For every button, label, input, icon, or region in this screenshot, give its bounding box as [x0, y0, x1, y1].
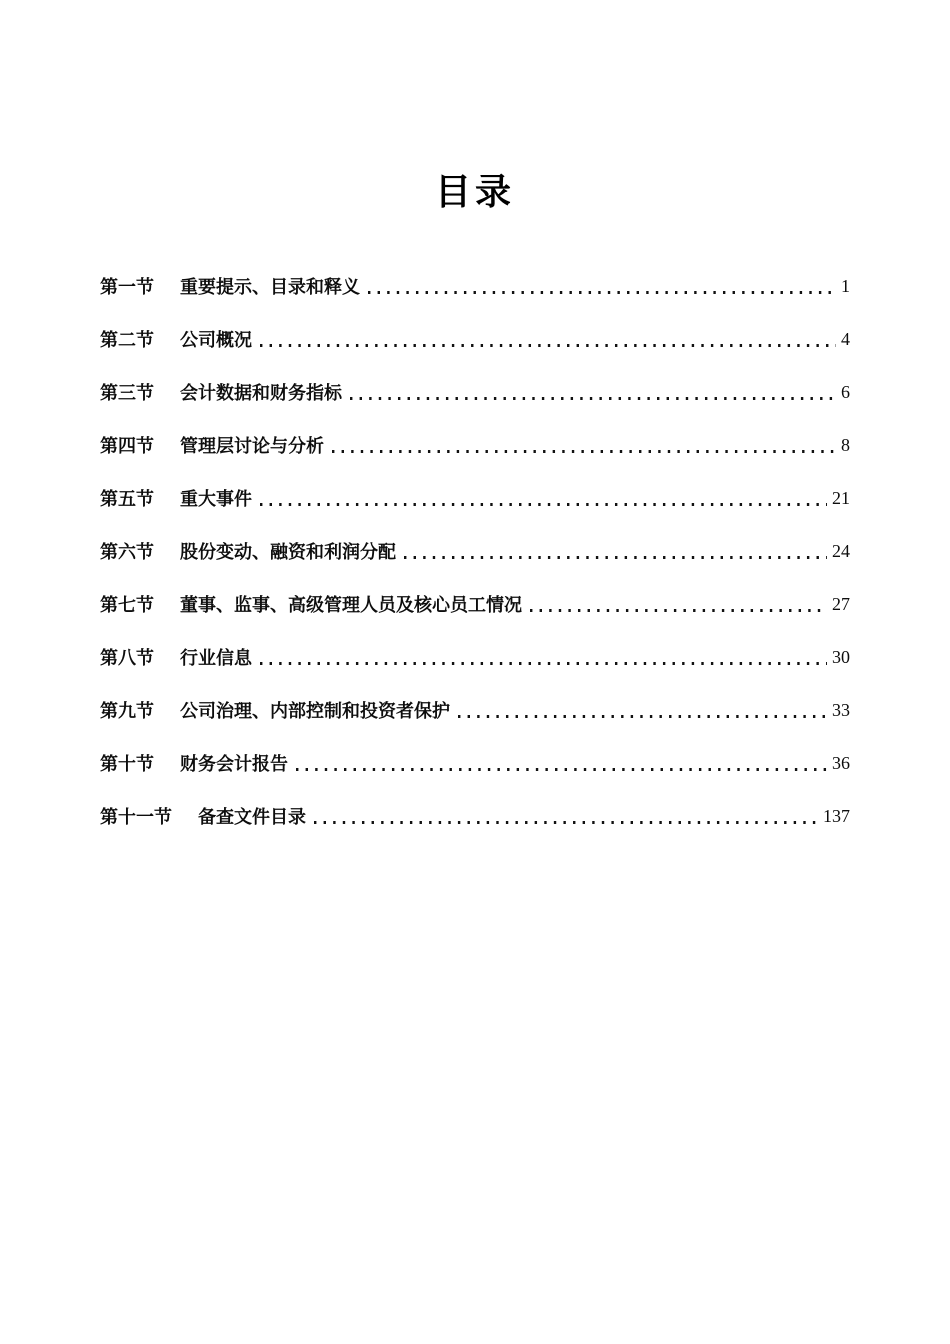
toc-page-number: 6	[841, 381, 850, 402]
toc-section-title: 管理层讨论与分析	[180, 436, 324, 457]
toc-page-number: 36	[832, 752, 850, 773]
toc-entry	[100, 366, 850, 419]
toc-section-number: 第十节	[100, 754, 154, 775]
toc-section-title: 会计数据和财务指标	[180, 383, 342, 404]
toc-entry	[100, 260, 850, 313]
toc-section-number: 第四节	[100, 436, 154, 457]
toc-entry	[100, 525, 850, 578]
toc-section-number: 第三节	[100, 383, 154, 404]
toc-entry	[100, 313, 850, 366]
dot-leader	[530, 609, 827, 612]
toc-section-number: 第一节	[100, 277, 154, 298]
dot-leader	[350, 397, 836, 400]
toc-list	[100, 260, 850, 843]
toc-entry	[100, 472, 850, 525]
toc-section-title: 重要提示、目录和释义	[180, 277, 360, 298]
toc-page-number: 137	[823, 805, 850, 826]
toc-section-title: 财务会计报告	[180, 754, 288, 775]
toc-section-number: 第七节	[100, 595, 154, 616]
toc-section-title: 公司治理、内部控制和投资者保护	[180, 701, 450, 722]
dot-leader	[260, 503, 827, 506]
toc-entry	[100, 631, 850, 684]
toc-section-title: 重大事件	[180, 489, 252, 510]
toc-page-number: 30	[832, 646, 850, 667]
toc-page-number: 21	[832, 487, 850, 508]
dot-leader	[332, 450, 836, 453]
dot-leader	[458, 715, 827, 718]
toc-section-title: 董事、监事、高级管理人员及核心员工情况	[180, 595, 522, 616]
toc-section-number: 第九节	[100, 701, 154, 722]
toc-entry	[100, 419, 850, 472]
toc-page-number: 24	[832, 540, 850, 561]
page-title: 目录	[434, 171, 515, 212]
toc-entry	[100, 737, 850, 790]
dot-leader	[296, 768, 827, 771]
dot-leader	[368, 291, 836, 294]
dot-leader	[260, 662, 827, 665]
toc-section-number: 第十一节	[100, 807, 172, 828]
toc-section-title: 备查文件目录	[198, 807, 306, 828]
toc-page-number: 33	[832, 699, 850, 720]
toc-section-title: 公司概况	[180, 330, 252, 351]
dot-leader	[314, 821, 818, 824]
toc-page-number: 8	[841, 434, 850, 455]
toc-section-number: 第六节	[100, 542, 154, 563]
dot-leader	[404, 556, 827, 559]
toc-page-number: 4	[841, 328, 850, 349]
toc-entry	[100, 790, 850, 843]
dot-leader	[260, 344, 836, 347]
toc-section-title: 行业信息	[180, 648, 252, 669]
toc-section-title: 股份变动、融资和利润分配	[180, 542, 396, 563]
toc-section-number: 第五节	[100, 489, 154, 510]
toc-entry	[100, 578, 850, 631]
toc-section-number: 第八节	[100, 648, 154, 669]
toc-page-number: 1	[841, 275, 850, 296]
toc-entry	[100, 684, 850, 737]
toc-page-number: 27	[832, 593, 850, 614]
toc-section-number: 第二节	[100, 330, 154, 351]
